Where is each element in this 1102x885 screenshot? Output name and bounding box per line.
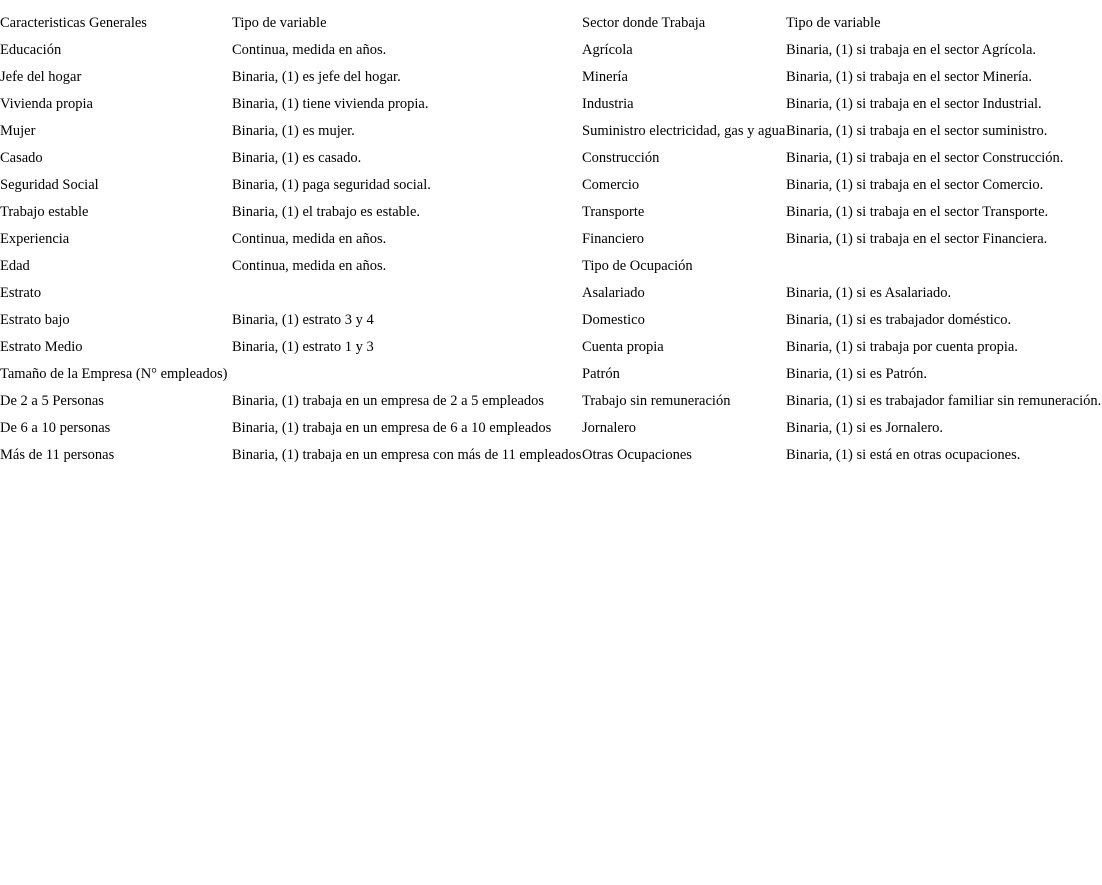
cell-variable-description: Binaria, (1) trabaja en un empresa con más de 11 empleados [232,447,582,463]
cell-variable-description: Binaria, (1) trabaja en un empresa de 6 a 10 empleados [232,420,552,436]
cell-empty [786,253,1102,280]
cell-occupation-name: Jornalero [582,420,636,436]
table-row [0,118,1102,145]
cell-variable-description: Binaria, (1) es mujer. [232,123,355,139]
table-row [0,91,1102,118]
cell-sector-description: Binaria, (1) si trabaja en el sector suministro. [786,123,1048,139]
cell-variable-type-left: Tipo de variable [232,15,327,31]
cell-sector-description: Binaria, (1) si trabaja en el sector Minería. [786,69,1032,85]
cell-sector-name: Financiero [582,231,645,247]
cell-variable-name: De 6 a 10 personas [0,420,111,436]
cell-variable-description: Binaria, (1) es casado. [232,150,362,166]
cell-variable-description: Continua, medida en años. [232,231,387,247]
cell-sector-name: Minería [582,69,628,85]
cell-sector-description: Binaria, (1) si trabaja en el sector Agrícola. [786,42,1037,58]
table-row [0,388,1102,415]
cell-sector-description: Binaria, (1) si trabaja en el sector Industrial. [786,96,1042,112]
table-row [0,199,1102,226]
cell-sector-name: Transporte [582,204,645,220]
table-row [0,10,1102,37]
cell-occupation-description: Binaria, (1) si trabaja por cuenta propia. [786,339,1018,355]
cell-sector-name: Suministro electricidad, gas y agua [582,123,786,139]
cell-empty [232,361,582,388]
cell-occupation-description: Binaria, (1) si es Jornalero. [786,420,944,436]
cell-variable-description: Binaria, (1) estrato 1 y 3 [232,339,374,355]
cell-occupation-description: Binaria, (1) si es trabajador doméstico. [786,312,1012,328]
cell-sector-description: Binaria, (1) si trabaja en el sector Transporte. [786,204,1049,220]
cell-variable-name: Edad [0,258,30,274]
table-row [0,415,1102,442]
table-row [0,64,1102,91]
table-row [0,307,1102,334]
cell-variable-name: Experiencia [0,231,70,247]
cell-occupation-name: Cuenta propia [582,339,664,355]
cell-variable-description: Binaria, (1) paga seguridad social. [232,177,431,193]
cell-variable-name: Casado [0,150,43,166]
cell-variable-group-firm-size: Tamaño de la Empresa (N° empleados) [0,366,228,382]
cell-variable-name: Educación [0,42,62,58]
cell-occupation-description: Binaria, (1) si es Asalariado. [786,285,952,301]
cell-occupation-name: Trabajo sin remuneración [582,393,731,409]
cell-occupation-type-header: Tipo de Ocupación [582,258,693,274]
cell-variable-name: Seguridad Social [0,177,99,193]
cell-variable-description: Continua, medida en años. [232,42,387,58]
table-row [0,361,1102,388]
cell-sector-description: Binaria, (1) si trabaja en el sector Comercio. [786,177,1044,193]
cell-sector-description: Binaria, (1) si trabaja en el sector Construcción. [786,150,1064,166]
cell-variable-description: Binaria, (1) es jefe del hogar. [232,69,401,85]
table-row [0,145,1102,172]
cell-variable-name: Trabajo estable [0,204,89,220]
cell-variable-group-estrato: Estrato [0,285,42,301]
cell-variable-name: Estrato Medio [0,339,83,355]
cell-variable-name: Más de 11 personas [0,447,115,463]
cell-variable-description: Binaria, (1) estrato 3 y 4 [232,312,374,328]
cell-occupation-description: Binaria, (1) si es trabajador familiar sin remuneración. [786,393,1102,409]
cell-sector-name: Industria [582,96,634,112]
table-row [0,37,1102,64]
cell-variable-description: Continua, medida en años. [232,258,387,274]
table-row [0,280,1102,307]
table-row [0,334,1102,361]
cell-variable-description: Binaria, (1) trabaja en un empresa de 2 a 5 empleados [232,393,545,409]
cell-variable-name: Mujer [0,123,36,139]
table-row [0,253,1102,280]
cell-work-sector: Sector donde Trabaja [582,15,706,31]
cell-occupation-description: Binaria, (1) si está en otras ocupaciones. [786,447,1021,463]
cell-occupation-name: Otras Ocupaciones [582,447,692,463]
cell-empty [232,280,582,307]
cell-variable-type-right: Tipo de variable [786,15,881,31]
cell-variable-name: Vivienda propia [0,96,93,112]
cell-occupation-description: Binaria, (1) si es Patrón. [786,366,927,382]
cell-variable-name: Estrato bajo [0,312,70,328]
cell-variable-name: De 2 a 5 Personas [0,393,104,409]
cell-occupation-name: Asalariado [582,285,645,301]
cell-sector-description: Binaria, (1) si trabaja en el sector Financiera. [786,231,1048,247]
table-row [0,442,1102,469]
table-body [0,10,1102,469]
cell-variable-description: Binaria, (1) tiene vivienda propia. [232,96,429,112]
cell-occupation-name: Patrón [582,366,620,382]
cell-variable-description: Binaria, (1) el trabajo es estable. [232,204,421,220]
variable-definitions-table [0,10,1102,469]
cell-occupation-name: Domestico [582,312,645,328]
cell-sector-name: Agrícola [582,42,633,58]
table-row [0,226,1102,253]
cell-general-characteristics: Caracteristicas Generales [0,15,147,31]
cell-sector-name: Construcción [582,150,660,166]
table-row [0,172,1102,199]
cell-sector-name: Comercio [582,177,640,193]
cell-variable-name: Jefe del hogar [0,69,82,85]
